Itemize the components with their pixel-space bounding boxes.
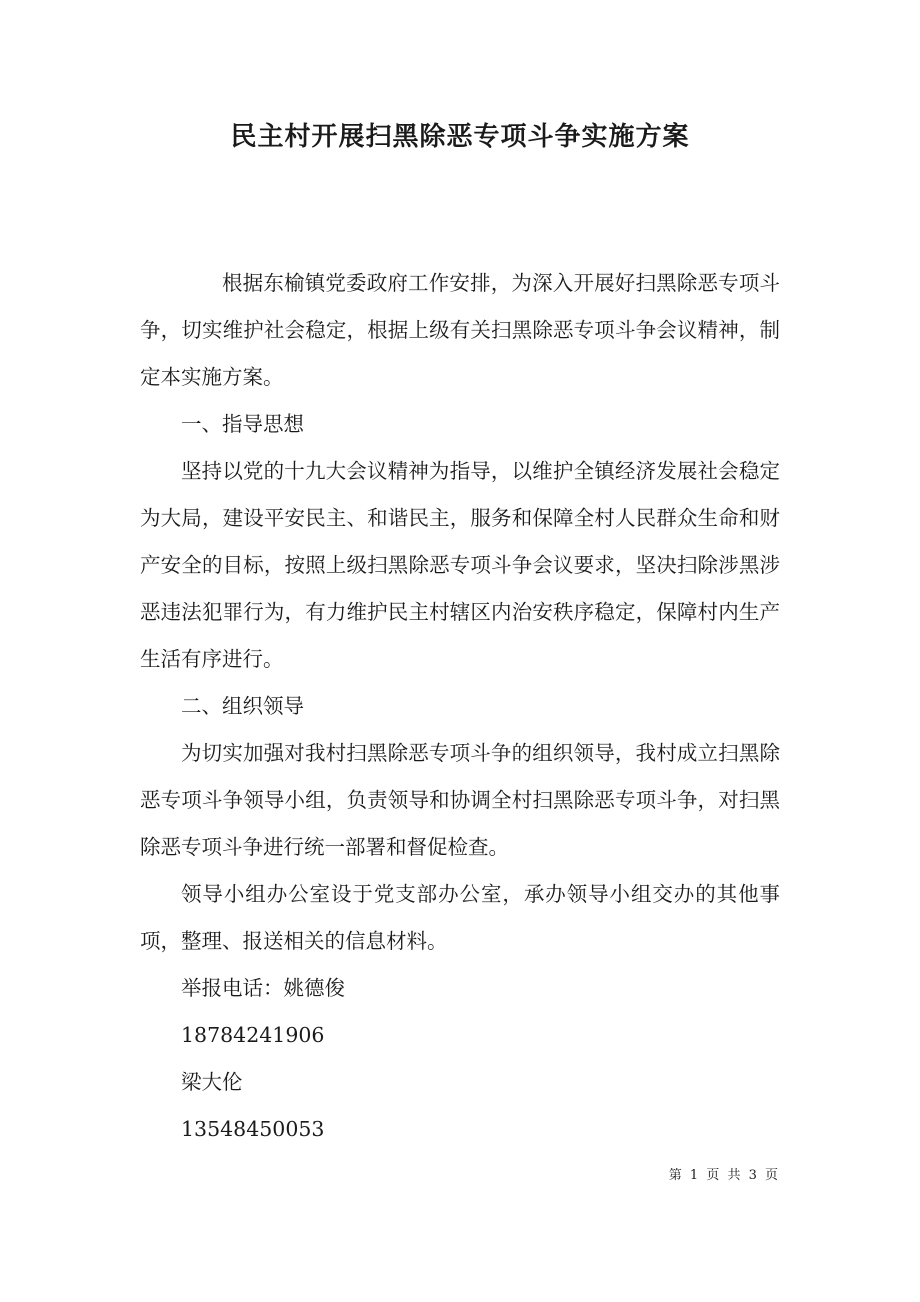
- section-body-organization-2: 领导小组办公室设于党支部办公室，承办领导小组交办的其他事项，整理、报送相关的信息材料。: [140, 882, 780, 953]
- section-heading-organization: 二、组织领导: [181, 694, 304, 718]
- document-title: 民主村开展扫黑除恶专项斗争实施方案: [230, 122, 690, 152]
- hotline-phone-1: 18784241906: [181, 1023, 325, 1047]
- section-heading-guiding-thought: 一、指导思想: [181, 412, 304, 436]
- hotline-label: 举报电话：姚德俊: [181, 976, 345, 1000]
- section-body-organization-1: 为切实加强对我村扫黑除恶专项斗争的组织领导，我村成立扫黑除恶专项斗争领导小组，负责领导和协调全村扫黑除恶专项斗争，对扫黑除恶专项斗争进行统一部署和督促检查。: [140, 741, 780, 859]
- document-body: [140, 260, 780, 1153]
- contact-name-2: 梁大伦: [181, 1070, 243, 1094]
- hotline-phone-2: 13548450053: [181, 1117, 325, 1141]
- intro-paragraph: 根据东榆镇党委政府工作安排，为深入开展好扫黑除恶专项斗争，切实维护社会稳定，根据上级有关扫黑除恶专项斗争会议精神，制定本实施方案。: [140, 271, 780, 389]
- page-number: 第 1 页 共 3 页: [668, 1168, 780, 1183]
- section-body-guiding-thought: 坚持以党的十九大会议精神为指导，以维护全镇经济发展社会稳定为大局，建设平安民主、和谐民主，服务和保障全村人民群众生命和财产安全的目标，按照上级扫黑除恶专项斗争会议要求，坚决扫除涉黑涉恶违法犯罪行为，有力维护民主村辖区内治安秩序稳定，保障村内生产生活有序进行。: [140, 459, 780, 671]
